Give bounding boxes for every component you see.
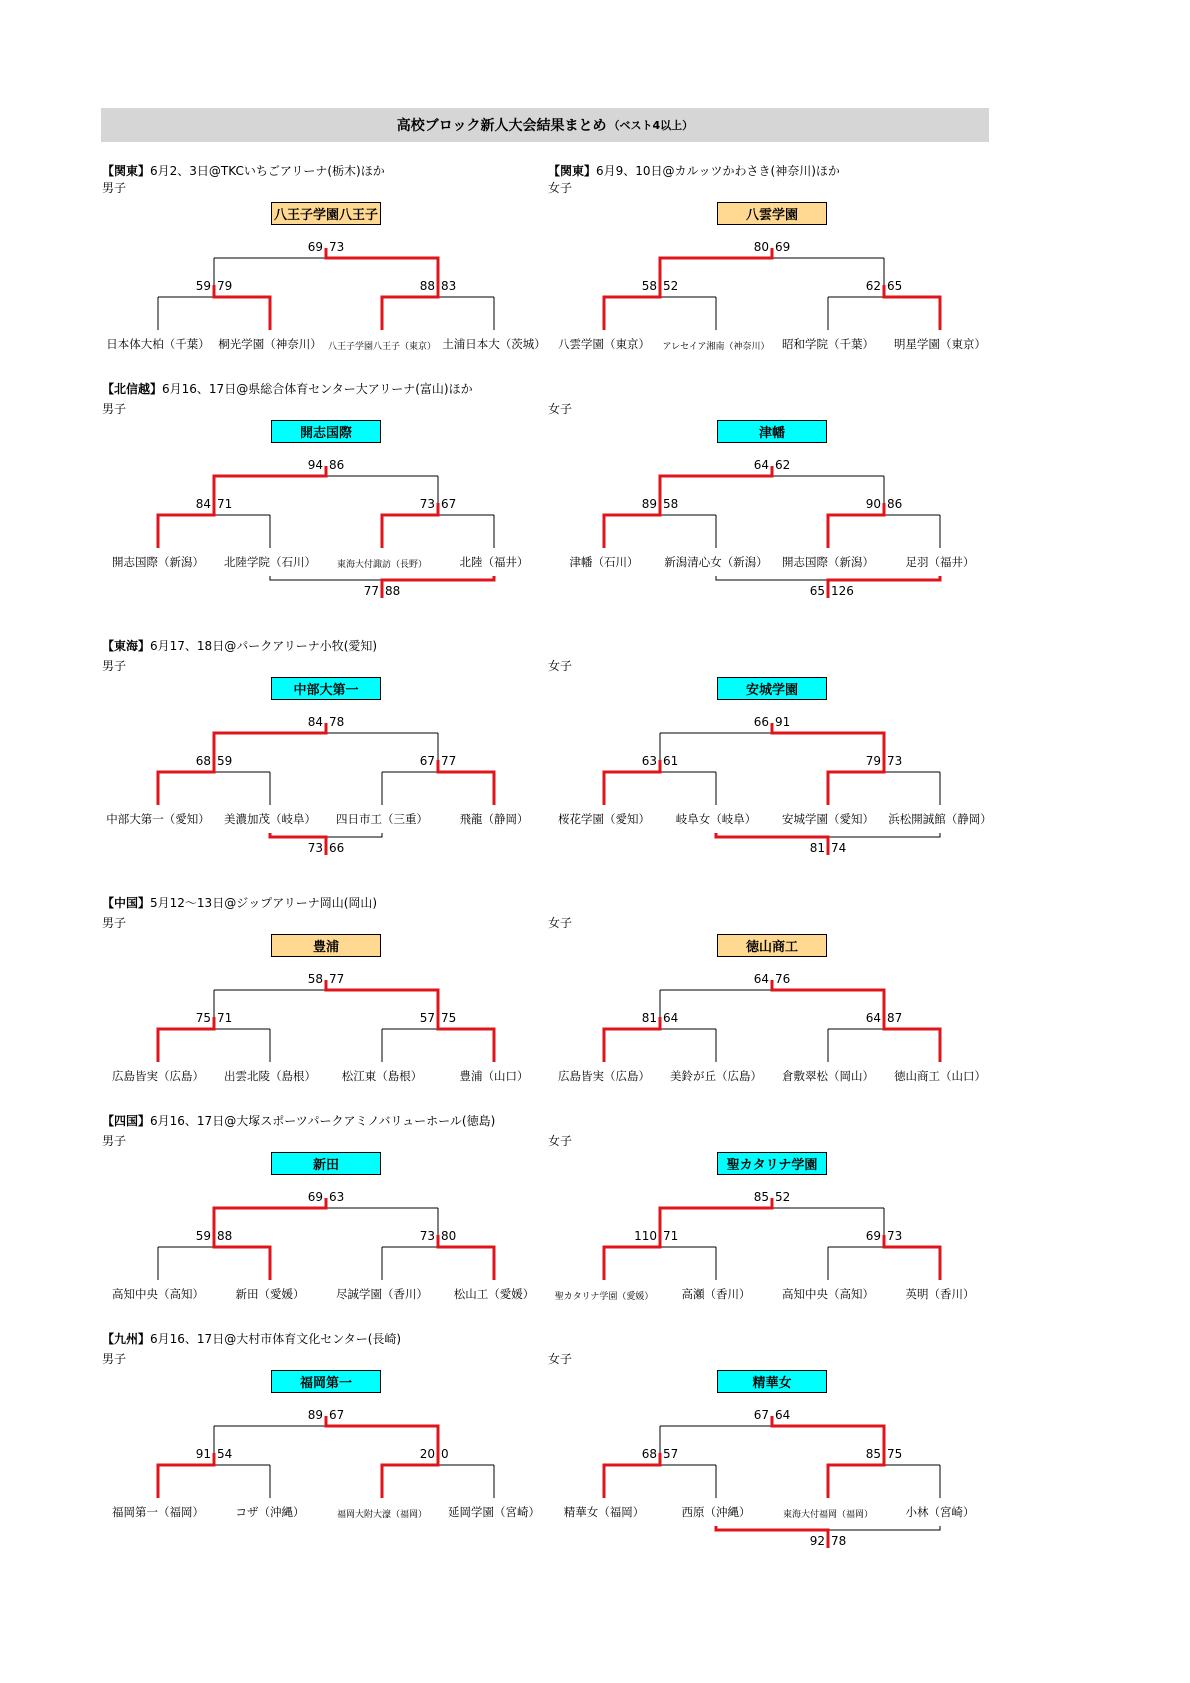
score-right: 52 [663, 279, 679, 293]
score-right: 126 [831, 584, 854, 598]
gender-label: 女子 [548, 402, 573, 416]
team-name: 東海大付福岡（福岡） [782, 1510, 874, 1520]
win-path [438, 1235, 494, 1280]
score-right: 73 [887, 754, 903, 768]
score-left: 80 [753, 240, 769, 254]
score-right: 63 [329, 1190, 345, 1204]
team-name: 新田（愛媛） [235, 1287, 305, 1301]
team-name: 出雲北陵（島根） [224, 1069, 316, 1083]
team-name: 広島皆実（広島） [112, 1069, 204, 1083]
score-right: 69 [775, 240, 791, 254]
team-name: 開志国際（新潟） [112, 555, 204, 569]
win-path [158, 760, 214, 805]
score-left: 89 [307, 1408, 323, 1422]
score-left: 77 [363, 584, 379, 598]
third-win-path [716, 1526, 828, 1548]
team-name: 昭和学院（千葉） [782, 337, 874, 351]
score-right: 64 [663, 1011, 679, 1025]
score-left: 64 [865, 1011, 881, 1025]
score-left: 68 [641, 1447, 657, 1461]
win-path [438, 760, 494, 805]
score-left: 67 [753, 1408, 769, 1422]
team-name: 松山工（愛媛） [453, 1287, 535, 1301]
score-left: 94 [307, 458, 323, 472]
win-path [326, 980, 438, 1017]
win-path [326, 248, 438, 285]
win-path [772, 1416, 884, 1453]
score-left: 20 [419, 1447, 435, 1461]
gender-label: 女子 [548, 659, 573, 673]
score-left: 68 [195, 754, 211, 768]
champion-box: 福岡第一 [271, 1370, 381, 1393]
team-name: 日本体大柏（千葉） [106, 337, 210, 351]
team-name: 桐光学園（神奈川） [218, 337, 322, 351]
score-right: 58 [663, 497, 679, 511]
win-path [772, 723, 884, 760]
win-path [214, 723, 326, 760]
win-path [158, 503, 214, 548]
team-name: 小林（宮崎） [905, 1505, 975, 1519]
score-left: 69 [307, 240, 323, 254]
score-right: 77 [441, 754, 457, 768]
score-right: 64 [775, 1408, 791, 1422]
win-path [828, 503, 884, 548]
region-venue: 5月12～13日@ジップアリーナ岡山(岡山) [150, 896, 378, 910]
win-path [326, 1416, 438, 1453]
team-name: 倉敷翠松（岡山） [782, 1069, 874, 1083]
team-name: 明星学園（東京） [894, 337, 986, 351]
team-name: 岐阜女（岐阜） [675, 812, 757, 826]
score-left: 65 [809, 584, 825, 598]
win-path [604, 1453, 660, 1498]
region-venue: 6月2、3日@TKCいちごアリーナ(栃木)ほか [150, 164, 385, 178]
team-name: 東海大付諏訪（長野） [336, 560, 428, 570]
score-right: 75 [887, 1447, 903, 1461]
win-path [884, 285, 940, 330]
score-left: 64 [753, 458, 769, 472]
third-win-path [828, 576, 940, 598]
team-name: 尽誠学園（香川） [336, 1287, 428, 1301]
team-name: 高知中央（高知） [782, 1287, 874, 1301]
champion-box: 津幡 [717, 420, 827, 443]
region-name: 【中国】 [102, 896, 151, 910]
team-name: 松江東（島根） [341, 1069, 423, 1083]
team-name: 美濃加茂（岐阜） [224, 812, 316, 826]
team-name: アレセイア湘南（神奈川） [662, 342, 770, 352]
gender-label: 男子 [102, 1352, 127, 1366]
score-left: 62 [865, 279, 881, 293]
region-name: 【関東】 [548, 164, 597, 178]
gender-label: 男子 [102, 402, 127, 416]
title-main: 高校ブロック新人大会結果まとめ [396, 118, 607, 134]
region-name: 【東海】 [102, 639, 151, 653]
gender-label: 男子 [102, 181, 127, 195]
win-path [660, 248, 772, 285]
champion-box: 八雲学園 [717, 202, 827, 225]
score-right: 52 [775, 1190, 791, 1204]
team-name: 八王子学園八王子（東京） [327, 342, 437, 352]
gender-label: 女子 [548, 1352, 573, 1366]
gender-label: 女子 [548, 181, 573, 195]
champion-box: 豊浦 [271, 934, 381, 957]
score-right: 73 [329, 240, 345, 254]
win-path [660, 1198, 772, 1235]
win-path [214, 1235, 270, 1280]
team-name: 聖カタリナ学園（愛媛） [554, 1292, 654, 1302]
score-right: 59 [217, 754, 233, 768]
score-right: 88 [217, 1229, 233, 1243]
score-left: 89 [641, 497, 657, 511]
win-path [604, 760, 660, 805]
team-name: 広島皆実（広島） [558, 1069, 650, 1083]
score-right: 78 [831, 1534, 847, 1548]
team-name: 安城学園（愛知） [782, 812, 874, 826]
region-name: 【北信越】 [102, 382, 163, 396]
score-left: 59 [195, 1229, 211, 1243]
score-right: 78 [329, 715, 345, 729]
win-path [382, 503, 438, 548]
score-left: 88 [419, 279, 435, 293]
score-right: 86 [887, 497, 903, 511]
region-name: 【関東】 [102, 164, 151, 178]
score-left: 110 [634, 1229, 657, 1243]
score-right: 71 [217, 497, 233, 511]
team-name: コザ（沖縄） [235, 1505, 305, 1519]
score-right: 79 [217, 279, 233, 293]
win-path [158, 1453, 214, 1498]
region-venue: 6月16、17日@県総合体育センター大アリーナ(富山)ほか [162, 382, 473, 396]
gender-label: 男子 [102, 1134, 127, 1148]
score-left: 75 [195, 1011, 211, 1025]
score-left: 58 [307, 972, 323, 986]
champion-box: 聖カタリナ学園 [717, 1152, 827, 1175]
team-name: 英明（香川） [905, 1287, 975, 1301]
score-right: 71 [663, 1229, 679, 1243]
team-name: 中部大第一（愛知） [106, 812, 210, 826]
team-name: 四日市工（三重） [336, 812, 428, 826]
score-left: 91 [195, 1447, 211, 1461]
score-left: 92 [809, 1534, 825, 1548]
score-right: 71 [217, 1011, 233, 1025]
win-path [604, 285, 660, 330]
score-right: 67 [329, 1408, 345, 1422]
score-left: 64 [753, 972, 769, 986]
score-left: 63 [641, 754, 657, 768]
score-right: 86 [329, 458, 345, 472]
champion-box: 八王子学園八王子 [271, 202, 381, 225]
win-path [604, 503, 660, 548]
win-path [382, 285, 438, 330]
win-path [884, 1235, 940, 1280]
score-right: 76 [775, 972, 791, 986]
win-path [828, 1453, 884, 1498]
region-venue: 6月9、10日@カルッツかわさき(神奈川)ほか [596, 164, 840, 178]
team-name: 延岡学園（宮崎） [448, 1505, 540, 1519]
win-path [158, 1017, 214, 1062]
score-right: 80 [441, 1229, 457, 1243]
team-name: 八雲学園（東京） [558, 337, 650, 351]
score-right: 87 [887, 1011, 903, 1025]
third-win-path [716, 833, 828, 855]
champion-box: 安城学園 [717, 677, 827, 700]
score-right: 54 [217, 1447, 233, 1461]
third-win-path [270, 833, 326, 855]
team-name: 足羽（福井） [905, 555, 975, 569]
region-name: 【九州】 [102, 1332, 151, 1346]
win-path [438, 1017, 494, 1062]
score-left: 69 [865, 1229, 881, 1243]
score-left: 57 [419, 1011, 435, 1025]
score-left: 73 [419, 497, 435, 511]
score-right: 91 [775, 715, 791, 729]
champion-box: 新田 [271, 1152, 381, 1175]
score-left: 85 [865, 1447, 881, 1461]
win-path [214, 1198, 326, 1235]
team-name: 徳山商工（山口） [894, 1069, 986, 1083]
gender-label: 男子 [102, 916, 127, 930]
score-left: 69 [307, 1190, 323, 1204]
team-name: 豊浦（山口） [459, 1069, 529, 1083]
score-left: 84 [195, 497, 211, 511]
score-right: 73 [887, 1229, 903, 1243]
score-left: 66 [753, 715, 769, 729]
champion-box: 中部大第一 [271, 677, 381, 700]
score-right: 0 [441, 1447, 449, 1461]
win-path [214, 285, 270, 330]
team-name: 土浦日本大（茨城） [442, 337, 546, 351]
region-name: 【四国】 [102, 1114, 151, 1128]
region-venue: 6月16、17日@大村市体育文化センター(長崎) [150, 1332, 402, 1346]
team-name: 西原（沖縄） [681, 1505, 751, 1519]
gender-label: 男子 [102, 659, 127, 673]
score-right: 61 [663, 754, 679, 768]
team-name: 桜花学園（愛知） [558, 812, 650, 826]
team-name: 美鈴が丘（広島） [670, 1069, 762, 1083]
win-path [382, 1453, 438, 1498]
score-left: 84 [307, 715, 323, 729]
champion-box: 精華女 [717, 1370, 827, 1393]
win-path [772, 980, 884, 1017]
score-right: 83 [441, 279, 457, 293]
score-left: 79 [865, 754, 881, 768]
win-path [214, 466, 326, 503]
score-right: 88 [385, 584, 401, 598]
score-left: 59 [195, 279, 211, 293]
score-left: 90 [865, 497, 881, 511]
win-path [604, 1235, 660, 1280]
team-name: 新潟清心女（新潟） [664, 555, 768, 569]
team-name: 浜松開誠館（静岡） [888, 812, 992, 826]
win-path [884, 1017, 940, 1062]
score-left: 81 [809, 841, 825, 855]
team-name: 飛龍（静岡） [459, 812, 529, 826]
team-name: 北陸（福井） [459, 555, 529, 569]
region-venue: 6月17、18日@パークアリーナ小牧(愛知) [150, 639, 378, 653]
win-path [660, 466, 772, 503]
gender-label: 女子 [548, 1134, 573, 1148]
score-right: 65 [887, 279, 903, 293]
gender-label: 女子 [548, 916, 573, 930]
score-left: 67 [419, 754, 435, 768]
score-right: 62 [775, 458, 791, 472]
team-name: 津幡（石川） [569, 555, 639, 569]
region-venue: 6月16、17日@大塚スポーツパークアミノバリューホール(徳島) [150, 1114, 496, 1128]
champion-box: 徳山商工 [717, 934, 827, 957]
win-path [604, 1017, 660, 1062]
team-name: 高知中央（高知） [112, 1287, 204, 1301]
team-name: 精華女（福岡） [563, 1505, 645, 1519]
score-right: 77 [329, 972, 345, 986]
score-right: 74 [831, 841, 847, 855]
score-right: 75 [441, 1011, 457, 1025]
champion-box: 開志国際 [271, 420, 381, 443]
team-name: 北陸学院（石川） [224, 555, 316, 569]
score-left: 85 [753, 1190, 769, 1204]
score-right: 67 [441, 497, 457, 511]
score-left: 58 [641, 279, 657, 293]
team-name: 福岡第一（福岡） [112, 1505, 204, 1519]
team-name: 高瀬（香川） [681, 1287, 751, 1301]
score-left: 73 [307, 841, 323, 855]
title-sub: （ベスト4以上） [608, 119, 694, 132]
score-left: 73 [419, 1229, 435, 1243]
win-path [828, 760, 884, 805]
third-win-path [382, 576, 494, 598]
team-name: 福岡大附大濠（福岡） [336, 1510, 428, 1520]
score-right: 66 [329, 841, 345, 855]
score-left: 81 [641, 1011, 657, 1025]
team-name: 開志国際（新潟） [782, 555, 874, 569]
score-right: 57 [663, 1447, 679, 1461]
